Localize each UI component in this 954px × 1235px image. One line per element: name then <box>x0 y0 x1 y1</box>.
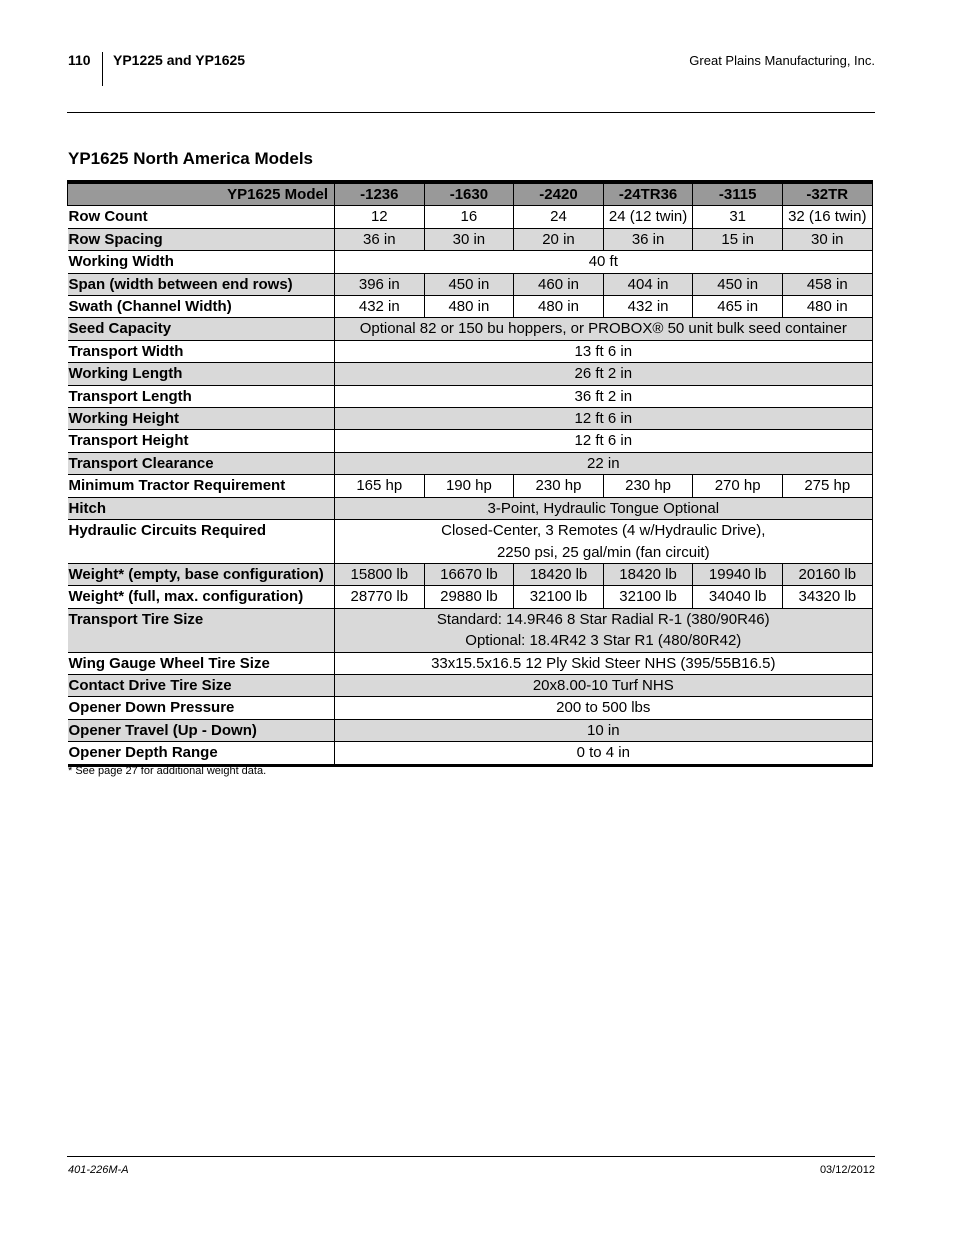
table-row <box>68 452 873 474</box>
table-row <box>68 475 873 497</box>
table-cell: 16670 lb <box>424 563 514 585</box>
table-cell: 275 hp <box>782 475 872 497</box>
company-name: Great Plains Manufacturing, Inc. <box>689 53 875 68</box>
row-label: Weight* (empty, base configuration) <box>68 563 335 585</box>
table-row <box>68 652 873 674</box>
table-cell: 20160 lb <box>782 563 872 585</box>
table-cell: 3-Point, Hydraulic Tongue Optional <box>335 497 873 519</box>
cell-line: 2250 psi, 25 gal/min (fan circuit) <box>496 543 710 561</box>
table-cell: 18420 lb <box>603 563 693 585</box>
table-cell: 29880 lb <box>424 586 514 608</box>
document-title: YP1225 and YP1625 <box>113 52 246 68</box>
table-cell: 34320 lb <box>782 586 872 608</box>
section-title: YP1625 North America Models <box>68 149 314 168</box>
header-divider <box>102 52 103 86</box>
table-cell: 10 in <box>335 719 873 741</box>
row-label: Hydraulic Circuits Required <box>68 520 335 564</box>
table-row <box>68 228 873 250</box>
document-number: 401-226M-A <box>68 1164 129 1176</box>
table-cell: 22 in <box>335 452 873 474</box>
table-row <box>68 385 873 407</box>
table-cell: 450 in <box>693 273 783 295</box>
specifications-table <box>67 180 873 767</box>
table-cell: 15 in <box>693 228 783 250</box>
row-label: Transport Length <box>68 385 335 407</box>
table-row <box>68 408 873 430</box>
table-cell: 36 ft 2 in <box>335 385 873 407</box>
row-label: Working Width <box>68 251 335 273</box>
table-cell: 480 in <box>514 296 604 318</box>
table-cell: 32 (16 twin) <box>782 206 872 228</box>
table-row <box>68 520 873 564</box>
table-cell: 36 in <box>335 228 425 250</box>
row-label: Wing Gauge Wheel Tire Size <box>68 652 335 674</box>
header-rule <box>67 112 875 113</box>
table-row <box>68 206 873 228</box>
table-cell: 24 (12 twin) <box>603 206 693 228</box>
table-row <box>68 251 873 273</box>
row-label: Span (width between end rows) <box>68 273 335 295</box>
table-row <box>68 674 873 696</box>
table-cell: 165 hp <box>335 475 425 497</box>
row-label: Swath (Channel Width) <box>68 296 335 318</box>
cell-line: Standard: 14.9R46 8 Star Radial R-1 (380/90R46) <box>436 610 770 628</box>
model-header: -32TR <box>782 182 872 206</box>
row-label: Transport Clearance <box>68 452 335 474</box>
table-cell: Optional 82 or 150 bu hoppers, or PROBOX® 50 unit bulk seed container <box>335 318 873 340</box>
table-cell: 34040 lb <box>693 586 783 608</box>
table-row <box>68 563 873 585</box>
row-label: Row Count <box>68 206 335 228</box>
table-footnote: * See page 27 for additional weight data. <box>68 765 267 777</box>
table-cell: 230 hp <box>514 475 604 497</box>
table-cell <box>335 520 873 564</box>
table-cell: 432 in <box>603 296 693 318</box>
table-cell: 31 <box>693 206 783 228</box>
row-label: Working Length <box>68 363 335 385</box>
table-cell: 18420 lb <box>514 563 604 585</box>
footer-rule <box>67 1156 875 1157</box>
table-row <box>68 697 873 719</box>
table-cell: 0 to 4 in <box>335 742 873 765</box>
model-header: -24TR36 <box>603 182 693 206</box>
table-cell: 458 in <box>782 273 872 295</box>
table-cell: 32100 lb <box>514 586 604 608</box>
table-cell: 270 hp <box>693 475 783 497</box>
table-cell: 480 in <box>424 296 514 318</box>
table-cell: 20 in <box>514 228 604 250</box>
table-row <box>68 430 873 452</box>
row-label: Transport Tire Size <box>68 608 335 652</box>
row-label: Weight* (full, max. configuration) <box>68 586 335 608</box>
page-number: 110 <box>68 52 91 68</box>
table-row <box>68 608 873 652</box>
table-cell: 16 <box>424 206 514 228</box>
table-row <box>68 497 873 519</box>
table-row <box>68 296 873 318</box>
table-cell: 40 ft <box>335 251 873 273</box>
table-cell: 396 in <box>335 273 425 295</box>
table-cell: 432 in <box>335 296 425 318</box>
table-cell: 450 in <box>424 273 514 295</box>
table-cell: 190 hp <box>424 475 514 497</box>
row-label: Transport Width <box>68 340 335 362</box>
table-cell: 12 ft 6 in <box>335 430 873 452</box>
table-cell: 19940 lb <box>693 563 783 585</box>
table-cell: 480 in <box>782 296 872 318</box>
table-cell: 30 in <box>424 228 514 250</box>
table-cell: 13 ft 6 in <box>335 340 873 362</box>
table-cell: 465 in <box>693 296 783 318</box>
table-cell: 30 in <box>782 228 872 250</box>
table-row <box>68 586 873 608</box>
table-cell: 26 ft 2 in <box>335 363 873 385</box>
model-header: -1630 <box>424 182 514 206</box>
model-header: -1236 <box>335 182 425 206</box>
row-label: Working Height <box>68 408 335 430</box>
row-label: Seed Capacity <box>68 318 335 340</box>
table-cell: 200 to 500 lbs <box>335 697 873 719</box>
row-label: Contact Drive Tire Size <box>68 674 335 696</box>
row-label: Opener Depth Range <box>68 742 335 765</box>
revision-date: 03/12/2012 <box>819 1164 875 1176</box>
table-row <box>68 318 873 340</box>
table-row <box>68 363 873 385</box>
row-label: Opener Travel (Up - Down) <box>68 719 335 741</box>
table-cell <box>335 608 873 652</box>
cell-line: Closed-Center, 3 Remotes (4 w/Hydraulic Drive), <box>441 522 766 540</box>
table-cell: 33x15.5x16.5 12 Ply Skid Steer NHS (395/55B16.5) <box>335 652 873 674</box>
row-label: Minimum Tractor Requirement <box>68 475 335 497</box>
table-row <box>68 719 873 741</box>
table-cell: 20x8.00-10 Turf NHS <box>335 674 873 696</box>
table-cell: 15800 lb <box>335 563 425 585</box>
model-column-header: YP1625 Model <box>68 182 335 206</box>
table-cell: 230 hp <box>603 475 693 497</box>
table-header-row <box>68 182 873 206</box>
row-label: Hitch <box>68 497 335 519</box>
table-cell: 28770 lb <box>335 586 425 608</box>
row-label: Transport Height <box>68 430 335 452</box>
table-cell: 460 in <box>514 273 604 295</box>
row-label: Row Spacing <box>68 228 335 250</box>
table-row <box>68 273 873 295</box>
model-header: -2420 <box>514 182 604 206</box>
table-row <box>68 742 873 765</box>
table-cell: 404 in <box>603 273 693 295</box>
table-cell: 36 in <box>603 228 693 250</box>
model-header: -3115 <box>693 182 783 206</box>
table-cell: 32100 lb <box>603 586 693 608</box>
table-cell: 24 <box>514 206 604 228</box>
table-cell: 12 ft 6 in <box>335 408 873 430</box>
table-row <box>68 340 873 362</box>
row-label: Opener Down Pressure <box>68 697 335 719</box>
table-cell: 12 <box>335 206 425 228</box>
cell-line: Optional: 18.4R42 3 Star R1 (480/80R42) <box>465 632 742 650</box>
